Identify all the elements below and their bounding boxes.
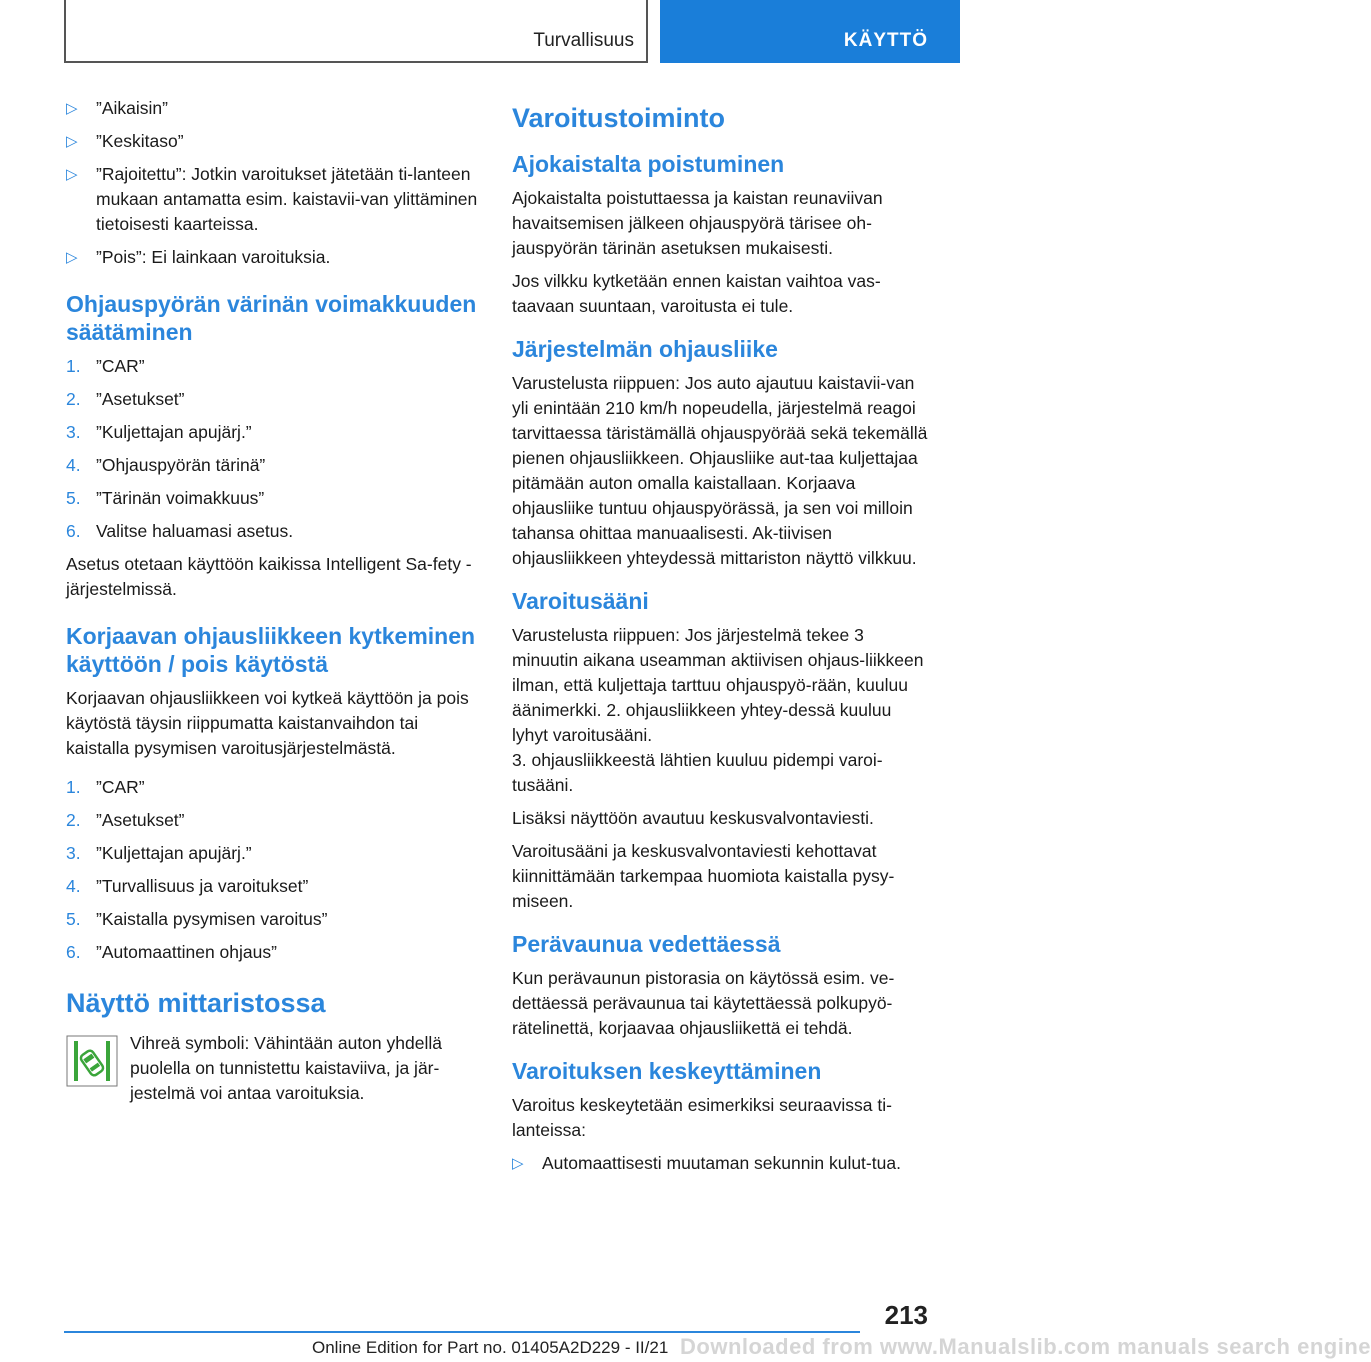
header-chapter-box: [660, 0, 960, 63]
heading-warning-sound: Varoitusääni: [512, 588, 649, 614]
step-number: 5.: [66, 488, 81, 508]
paragraph-display: Vihreä symboli: Vähintään auton yhdellä puolella on tunnistettu kaistaviiva, ja jär-jestelmä voi antaa varoituksia.: [130, 1033, 442, 1103]
footer-edition: Online Edition for Part no. 01405A2D229 - II/21: [312, 1338, 669, 1357]
triangle-bullet-icon: ▷: [512, 1155, 524, 1172]
triangle-bullet-icon: ▷: [66, 166, 78, 183]
step-number: 6.: [66, 521, 81, 541]
steps-correction: [66, 775, 480, 965]
right-column: [512, 96, 932, 1184]
paragraph-vibration: Asetus otetaan käyttöön kaikissa Intelligent Sa-fety -järjestelmissä.: [66, 554, 472, 599]
list-item: 1. ”CAR”: [66, 775, 480, 800]
list-item: 3. ”Kuljettajan apujärj.”: [66, 420, 480, 445]
header-section-title: Turvallisuus: [533, 30, 634, 51]
triangle-bullet-icon: ▷: [66, 133, 78, 150]
list-item: 5. ”Tärinän voimakkuus”: [66, 486, 480, 511]
step-number: 2.: [66, 389, 81, 409]
lane-departure-icon: [66, 1035, 118, 1087]
step-number: 5.: [66, 909, 81, 929]
paragraph-leaving-2: Jos vilkku kytketään ennen kaistan vaihtoa vas-taavaan suuntaan, varoitusta ei tule.: [512, 271, 881, 316]
paragraph-sound-4: Varoitusääni ja keskusvalvontaviesti kehottavat kiinnittämään tarkempaa huomiota kaistalla pysy-miseen.: [512, 841, 895, 911]
list-item: 4. ”Turvallisuus ja varoitukset”: [66, 874, 480, 899]
paragraph-interrupt: Varoitus keskeytetään esimerkiksi seuraavissa ti-lanteissa:: [512, 1095, 892, 1140]
header-chapter-title: KÄYTTÖ: [843, 30, 928, 51]
step-number: 3.: [66, 422, 81, 442]
watermark: Downloaded from www.Manualslib.com manuals search engine: [680, 1334, 1371, 1359]
page-number: 213: [884, 1300, 928, 1330]
step-number: 1.: [66, 356, 81, 376]
paragraph-sound-3: Lisäksi näyttöön avautuu keskusvalvontaviesti.: [512, 808, 874, 828]
heading-display: Näyttö mittaristossa: [66, 988, 326, 1018]
step-number: 6.: [66, 942, 81, 962]
footer-divider: [64, 1331, 860, 1333]
list-item: 6. ”Automaattinen ohjaus”: [66, 940, 480, 965]
heading-correction: Korjaavan ohjausliikkeen kytkeminen käyttöön / pois käytöstä: [66, 623, 476, 677]
bullet-list-sensitivity: [66, 96, 480, 270]
triangle-bullet-icon: ▷: [66, 100, 78, 117]
heading-lane-leaving: Ajokaistalta poistuminen: [512, 151, 785, 177]
paragraph-trailer: Kun perävaunun pistorasia on käytössä esim. ve-dettäessä perävaunua tai käytettäessä polkupyö-rätelinettä, korjaavaa ohjausliikettä ei tehdä.: [512, 968, 895, 1038]
list-item: ▷ Automaattisesti muutaman sekunnin kulut-tua.: [512, 1151, 932, 1176]
list-item: ▷ ”Pois”: Ei lainkaan varoituksia.: [66, 245, 480, 270]
step-number: 3.: [66, 843, 81, 863]
step-number: 4.: [66, 876, 81, 896]
step-number: 1.: [66, 777, 81, 797]
heading-trailer: Perävaunua vedettäessä: [512, 931, 781, 957]
paragraph-sound-2: 3. ohjausliikkeestä lähtien kuuluu pidempi varoi-tusääni.: [512, 750, 883, 795]
paragraph-steering: Varustelusta riippuen: Jos auto ajautuu kaistavii-van yli enintään 210 km/h nopeudella, järjestelmä reagoi tarvittaessa täristämällä ohjauspyörää sekä tekemällä pienen ohjausliikkeen. Ohjausliike aut-taa kuljettajaa pitämään auton omalla kaistallaan. Korjaava ohjausliike tuntuu ohjauspyörässä, ja sen voi milloin tahansa ohittaa manuaalisesti. Ak-tiivisen ohjausliikkeen yhteydessä mittariston näyttö vilkkuu.: [512, 373, 928, 568]
list-item: 4. ”Ohjauspyörän tärinä”: [66, 453, 480, 478]
list-item: 2. ”Asetukset”: [66, 808, 480, 833]
paragraph-correction: Korjaavan ohjausliikkeen voi kytkeä käyttöön ja pois käytöstä täysin riippumatta kaistanvaihdon tai kaistalla pysymisen varoitusjärjestelmästä.: [66, 688, 469, 758]
header-section-box: [64, 0, 648, 63]
list-item: 1. ”CAR”: [66, 354, 480, 379]
list-item: ▷ ”Aikaisin”: [66, 96, 480, 121]
list-item: ▷ ”Rajoitettu”: Jotkin varoitukset jätetään ti-lanteen mukaan antamatta esim. kaistavii-van ylittäminen tietoisesti kaarteissa.: [66, 164, 478, 234]
heading-vibration: Ohjauspyörän värinän voimakkuuden säätäminen: [66, 291, 477, 345]
heading-interrupt: Varoituksen keskeyttäminen: [512, 1058, 822, 1084]
triangle-bullet-icon: ▷: [66, 249, 78, 266]
paragraph-sound-1: Varustelusta riippuen: Jos järjestelmä tekee 3 minuutin aikana useamman aktiivisen ohjaus-liikkeen ilman, että kuljettaja tarttuu ohjauspyö-rään, kuuluu äänimerkki. 2. ohjausliikkeen yhtey-dessä kuuluu lyhyt varoitusääni.: [512, 625, 924, 745]
heading-warning-function: Varoitustoiminto: [512, 103, 726, 133]
display-block: [66, 1031, 480, 1111]
left-column: [66, 96, 480, 1111]
list-item: 5. ”Kaistalla pysymisen varoitus”: [66, 907, 480, 932]
list-item: ▷ ”Keskitaso”: [66, 129, 480, 154]
list-item: 6. Valitse haluamasi asetus.: [66, 519, 480, 544]
step-number: 2.: [66, 810, 81, 830]
steps-vibration: [66, 354, 480, 544]
paragraph-leaving-1: Ajokaistalta poistuttaessa ja kaistan reunaviivan havaitsemisen jälkeen ohjauspyörä tärisee oh-jauspyörän tärinän asetuksen mukaisesti.: [512, 188, 883, 258]
heading-steering: Järjestelmän ohjausliike: [512, 336, 778, 362]
step-number: 4.: [66, 455, 81, 475]
list-item: 2. ”Asetukset”: [66, 387, 480, 412]
list-item: 3. ”Kuljettajan apujärj.”: [66, 841, 480, 866]
